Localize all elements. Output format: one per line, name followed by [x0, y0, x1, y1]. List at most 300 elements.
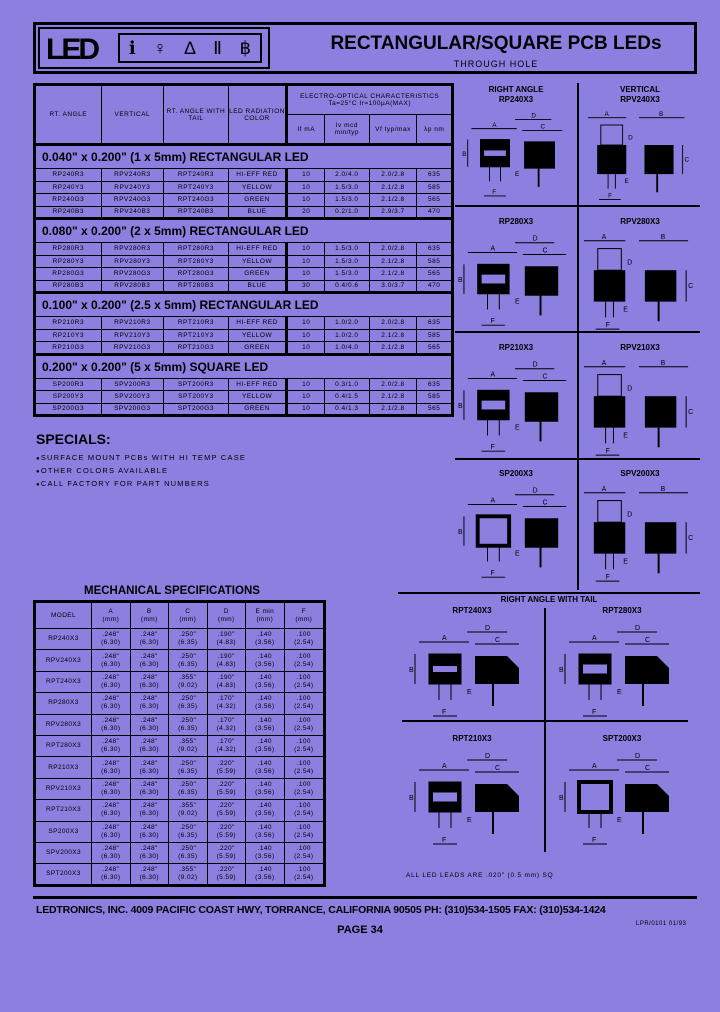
col-header — [246, 602, 285, 629]
drawing-rp280x3 — [455, 211, 577, 335]
cell-color: HI-EFF RED — [228, 243, 287, 256]
cell-dimension — [207, 693, 246, 714]
dim-mm: (6.30) — [139, 746, 159, 754]
dim-mm: (2.54) — [294, 639, 314, 647]
cell-tail-part: RPT240Y3 — [164, 181, 229, 194]
dim-inch: .100 — [296, 695, 311, 703]
dim-mm: (3.56) — [255, 639, 275, 647]
dimension-label: A — [601, 233, 607, 241]
led-body-side — [645, 270, 676, 301]
cell-dimension — [92, 650, 131, 671]
led-body-front — [478, 516, 509, 545]
cell-dimension — [284, 671, 324, 692]
dim-mm: (2.54) — [294, 873, 314, 881]
document-code: LPR/0101 01/93 — [636, 921, 687, 927]
dim-mm: (3.56) — [255, 853, 275, 861]
cell-dimension — [92, 842, 131, 863]
dimension-label: C — [645, 637, 651, 644]
dim-mm: (6.35) — [178, 853, 198, 861]
dim-inch: .100 — [296, 652, 311, 660]
package-drawing — [455, 105, 575, 205]
cell-model: RP210X3 — [35, 757, 92, 778]
header-row — [35, 602, 325, 629]
dim-inch: .248" — [140, 631, 158, 639]
cell-dimension — [246, 778, 285, 799]
cell-dimension — [169, 800, 208, 821]
led-body-side — [525, 392, 558, 421]
mechanical-specs-title: MECHANICAL SPECIFICATIONS — [84, 585, 260, 597]
cell-dimension — [169, 757, 208, 778]
cell-if: 10 — [287, 181, 325, 194]
led-window — [482, 275, 506, 284]
cell-tail-part: RPT280B3 — [164, 280, 229, 293]
dimension-label: A — [592, 635, 597, 642]
specials-item: ● OTHER COLORS AVAILABLE — [36, 466, 168, 475]
table-row — [35, 864, 325, 885]
package-drawing — [402, 744, 532, 854]
cell-if: 10 — [287, 403, 325, 416]
dim-inch: .140 — [257, 780, 272, 788]
led-lamp-icon: ℹ — [128, 37, 136, 58]
dim-mm: (3.56) — [255, 873, 275, 881]
table-row — [35, 317, 453, 330]
dim-inch: .100 — [296, 631, 311, 639]
cell-dimension — [130, 671, 169, 692]
dim-inch: .220" — [217, 845, 235, 853]
mechanical-specs-table — [33, 600, 326, 887]
dimension-label: A — [492, 121, 497, 129]
led-window — [583, 665, 607, 674]
cell-dimension — [207, 629, 246, 650]
cell-lambda: 635 — [417, 243, 453, 256]
dim-inch: .248" — [102, 780, 120, 788]
dim-mm: (6.30) — [139, 703, 159, 711]
dimension-label: D — [635, 625, 641, 632]
cell-rt-angle-part: SP200R3 — [35, 378, 102, 391]
table-row — [35, 778, 325, 799]
col-header-label: C — [185, 607, 191, 615]
dim-mm: (9.02) — [178, 810, 198, 818]
cell-iv: 0.4/0.6 — [324, 280, 369, 293]
package-drawing — [455, 353, 575, 461]
cell-lambda: 635 — [417, 378, 453, 391]
dim-inch: .100 — [296, 845, 311, 853]
package-drawing — [579, 353, 699, 461]
cell-dimension — [207, 778, 246, 799]
cell-dimension — [130, 800, 169, 821]
cell-rt-angle-part: RP240Y3 — [35, 181, 102, 194]
cell-rt-angle-part: SP200Y3 — [35, 391, 102, 404]
cell-if: 10 — [287, 329, 325, 342]
dimension-label: D — [531, 112, 536, 120]
package-drawing — [579, 479, 699, 587]
dimension-label: B — [559, 795, 564, 802]
drawing-model: RPT280X3 — [602, 606, 642, 615]
dim-inch: .100 — [296, 716, 311, 724]
dim-mm: (6.30) — [139, 788, 159, 796]
cell-if: 10 — [287, 342, 325, 355]
dim-inch: .100 — [296, 759, 311, 767]
dim-mm: (9.02) — [178, 681, 198, 689]
table-row — [35, 206, 453, 219]
section-title: 0.200" x 0.200" (5 x 5mm) SQUARE LED — [35, 354, 453, 378]
dim-mm: (6.30) — [101, 831, 121, 839]
drawing-rpv280x3 — [579, 211, 701, 335]
cell-dimension — [284, 800, 324, 821]
table-row — [35, 821, 325, 842]
dimension-label: B — [462, 150, 467, 158]
cell-model: RPT210X3 — [35, 800, 92, 821]
cell-dimension — [169, 714, 208, 735]
col-header-label: D — [223, 607, 229, 615]
dim-mm: (6.30) — [101, 767, 121, 775]
dimension-label: A — [604, 110, 609, 118]
dim-inch: .248" — [140, 738, 158, 746]
dim-inch: .248" — [102, 802, 120, 810]
dim-inch: .100 — [296, 823, 311, 831]
cell-dimension — [92, 629, 131, 650]
dim-mm: (6.30) — [139, 873, 159, 881]
col-header-lambda: λp nm — [417, 115, 453, 145]
dim-inch: .248" — [140, 759, 158, 767]
cell-dimension — [284, 650, 324, 671]
dimension-label: A — [490, 371, 496, 379]
cell-vf: 2.1/2.8 — [369, 329, 417, 342]
led-body-side — [644, 145, 673, 174]
table-row — [35, 280, 453, 293]
col-header-label: A — [108, 607, 114, 615]
dim-inch: .355" — [179, 865, 197, 873]
dimension-label: D — [635, 753, 641, 760]
dim-mm: (6.35) — [178, 767, 198, 775]
dim-mm: (6.35) — [178, 703, 198, 711]
dimension-label: F — [442, 709, 447, 716]
drawing-spt200x3 — [552, 734, 692, 854]
cell-dimension — [169, 671, 208, 692]
cell-color: YELLOW — [228, 255, 287, 268]
col-header-unit: (mm) — [256, 615, 274, 623]
cell-tail-part: SPT200G3 — [164, 403, 229, 416]
col-header-color: LED RADIATION COLOR — [228, 85, 287, 145]
section-header-row — [35, 293, 453, 317]
cell-if: 20 — [287, 206, 325, 219]
dim-inch: .250" — [179, 695, 197, 703]
cell-vertical-part: RPV240B3 — [101, 206, 164, 219]
led-body-side — [625, 784, 669, 812]
cell-dimension — [130, 864, 169, 885]
cell-rt-angle-part: RP240R3 — [35, 169, 102, 182]
divider — [398, 592, 700, 594]
dim-mm: (5.59) — [216, 831, 236, 839]
dimension-label: C — [645, 765, 651, 772]
dimension-label: C — [542, 499, 548, 507]
dim-inch: .248" — [140, 695, 158, 703]
dim-inch: .248" — [102, 631, 120, 639]
cell-dimension — [246, 842, 285, 863]
package-drawing — [402, 616, 532, 726]
cell-lambda: 470 — [417, 280, 453, 293]
dimension-label: A — [601, 359, 607, 367]
package-drawing — [579, 227, 699, 335]
dim-inch: .220" — [217, 823, 235, 831]
dim-mm: (6.30) — [101, 639, 121, 647]
dim-mm: (3.56) — [255, 810, 275, 818]
col-header — [169, 602, 208, 629]
dimension-label: C — [542, 373, 548, 381]
dim-mm: (4.83) — [216, 639, 236, 647]
cell-if: 10 — [287, 255, 325, 268]
dim-inch: .355" — [179, 738, 197, 746]
dim-inch: .248" — [140, 652, 158, 660]
table-row — [35, 268, 453, 281]
cell-vertical-part: RPV240R3 — [101, 169, 164, 182]
table-row — [35, 714, 325, 735]
dim-mm: (6.30) — [139, 681, 159, 689]
dimension-label: F — [605, 574, 610, 582]
dim-inch: .140 — [257, 802, 272, 810]
dim-inch: .190" — [217, 652, 235, 660]
table-row — [35, 650, 325, 671]
cell-lambda: 635 — [417, 317, 453, 330]
dim-mm: (5.59) — [216, 873, 236, 881]
dimension-label: B — [660, 233, 666, 241]
dim-inch: .248" — [140, 802, 158, 810]
cell-dimension — [284, 714, 324, 735]
table-row — [35, 735, 325, 756]
dim-inch: .140 — [257, 759, 272, 767]
cell-dimension — [169, 778, 208, 799]
dim-inch: .248" — [140, 673, 158, 681]
cell-tail-part: RPT240G3 — [164, 194, 229, 207]
dim-mm: (3.56) — [255, 746, 275, 754]
cell-vf: 2.1/2.8 — [369, 268, 417, 281]
cell-dimension — [246, 864, 285, 885]
cell-rt-angle-part: RP280R3 — [35, 243, 102, 256]
dim-inch: .250" — [179, 631, 197, 639]
dim-inch: .140 — [257, 652, 272, 660]
cell-color: GREEN — [228, 403, 287, 416]
cell-rt-angle-part: SP200G3 — [35, 403, 102, 416]
dim-inch: .220" — [217, 802, 235, 810]
dimension-label: F — [592, 837, 597, 844]
dimension-label: F — [490, 318, 495, 326]
eo-header — [287, 85, 453, 115]
cell-dimension — [284, 629, 324, 650]
led-lamp-icon: ♀ — [153, 37, 167, 58]
dimension-label: A — [490, 245, 496, 253]
col-header-vertical: VERTICAL — [101, 85, 164, 145]
dimension-label: E — [624, 178, 629, 186]
footer-rule — [33, 896, 697, 899]
cell-dimension — [207, 757, 246, 778]
dim-mm: (3.56) — [255, 767, 275, 775]
cell-vertical-part: RPV210R3 — [101, 317, 164, 330]
cell-dimension — [246, 671, 285, 692]
dim-mm: (3.56) — [255, 831, 275, 839]
cell-vf: 3.0/3.7 — [369, 280, 417, 293]
dimension-label: D — [485, 625, 491, 632]
led-outline — [598, 501, 622, 523]
cell-dimension — [207, 650, 246, 671]
cell-dimension — [246, 693, 285, 714]
dimension-label: C — [495, 637, 501, 644]
dim-inch: .250" — [179, 652, 197, 660]
cell-lambda: 585 — [417, 329, 453, 342]
dim-mm: (3.56) — [255, 703, 275, 711]
cell-dimension — [284, 757, 324, 778]
cell-dimension — [284, 778, 324, 799]
company-address: LEDTRONICS, INC. 4009 PACIFIC COAST HWY, TORRANCE, CALIFORNIA 90505 PH: (310)534-1505 FAX: (310)534-1424 — [36, 904, 606, 916]
dim-inch: .100 — [296, 673, 311, 681]
dimension-label: A — [592, 763, 597, 770]
dimension-label: D — [532, 487, 538, 495]
cell-iv: 2.0/4.0 — [324, 169, 369, 182]
table-row — [35, 842, 325, 863]
dimension-label: E — [467, 817, 472, 824]
cell-dimension — [169, 821, 208, 842]
cell-dimension — [130, 650, 169, 671]
cell-dimension — [92, 778, 131, 799]
dim-inch: .248" — [102, 759, 120, 767]
dim-mm: (3.56) — [255, 724, 275, 732]
dim-mm: (6.30) — [101, 681, 121, 689]
cell-color: HI-EFF RED — [228, 169, 287, 182]
dimension-label: D — [532, 235, 538, 243]
dimension-label: C — [684, 156, 690, 164]
cell-dimension — [207, 800, 246, 821]
dim-inch: .248" — [102, 865, 120, 873]
cell-model: RPV280X3 — [35, 714, 92, 735]
package-drawing — [552, 744, 682, 854]
cell-lambda: 565 — [417, 268, 453, 281]
dimension-label: E — [515, 298, 520, 306]
dim-mm: (5.59) — [216, 767, 236, 775]
drawing-rpt210x3 — [402, 734, 542, 854]
cell-tail-part: RPT210R3 — [164, 317, 229, 330]
dimension-label: B — [409, 795, 414, 802]
drawing-model: SPT200X3 — [602, 734, 642, 743]
dimension-label: C — [495, 765, 501, 772]
dimension-label: E — [617, 689, 622, 696]
dim-inch: .140 — [257, 823, 272, 831]
col-header-rt-angle: RT. ANGLE — [35, 85, 102, 145]
dimension-label: B — [660, 359, 666, 367]
dim-inch: .100 — [296, 780, 311, 788]
led-outline — [598, 249, 622, 271]
led-body-side — [475, 656, 519, 684]
dimension-label: B — [458, 528, 463, 536]
dim-inch: .355" — [179, 673, 197, 681]
led-body-side — [625, 656, 669, 684]
cell-rt-angle-part: RP240G3 — [35, 194, 102, 207]
dim-inch: .190" — [217, 673, 235, 681]
cell-tail-part: RPT280Y3 — [164, 255, 229, 268]
cell-dimension — [92, 757, 131, 778]
cell-dimension — [130, 714, 169, 735]
dim-mm: (2.54) — [294, 681, 314, 689]
led-lamp-icons — [118, 33, 262, 63]
col-header-label: MODEL — [50, 611, 77, 619]
drawing-model: RPT210X3 — [452, 734, 492, 743]
led-window — [484, 150, 506, 155]
table-row — [35, 194, 453, 207]
cell-color: YELLOW — [228, 329, 287, 342]
cell-iv: 1.0/2.0 — [324, 317, 369, 330]
section-header-row — [35, 219, 453, 243]
cell-dimension — [92, 714, 131, 735]
cell-dimension — [207, 714, 246, 735]
cell-dimension — [207, 821, 246, 842]
cell-tail-part: RPT240B3 — [164, 206, 229, 219]
dim-inch: .140 — [257, 673, 272, 681]
dim-mm: (5.59) — [216, 853, 236, 861]
cell-dimension — [246, 629, 285, 650]
dimension-label: F — [605, 448, 610, 456]
dim-inch: .100 — [296, 802, 311, 810]
dim-mm: (6.30) — [101, 724, 121, 732]
col-header-unit: (mm) — [295, 615, 313, 623]
cell-if: 10 — [287, 194, 325, 207]
col-header — [207, 602, 246, 629]
section-title: 0.040" x 0.200" (1 x 5mm) RECTANGULAR LED — [35, 145, 453, 169]
cell-rt-angle-part: RP210G3 — [35, 342, 102, 355]
cell-if: 10 — [287, 169, 325, 182]
cell-dimension — [130, 778, 169, 799]
cell-dimension — [284, 693, 324, 714]
cell-dimension — [169, 693, 208, 714]
cell-lambda: 565 — [417, 342, 453, 355]
led-body-front — [594, 522, 625, 553]
dim-mm: (9.02) — [178, 873, 198, 881]
cell-vf: 2.1/2.8 — [369, 194, 417, 207]
dim-inch: .250" — [179, 823, 197, 831]
dim-mm: (2.54) — [294, 831, 314, 839]
dimension-label: B — [660, 485, 666, 493]
dim-mm: (6.30) — [101, 788, 121, 796]
cell-dimension — [284, 864, 324, 885]
dim-mm: (2.54) — [294, 788, 314, 796]
dim-mm: (2.54) — [294, 853, 314, 861]
cell-iv: 1.5/3.0 — [324, 268, 369, 281]
cell-color: HI-EFF RED — [228, 378, 287, 391]
cell-vf: 2.0/2.8 — [369, 317, 417, 330]
cell-dimension — [92, 693, 131, 714]
cell-lambda: 585 — [417, 255, 453, 268]
dim-mm: (6.30) — [101, 853, 121, 861]
col-header-if: If mA — [287, 115, 325, 145]
dimension-label: A — [442, 635, 447, 642]
cell-color: GREEN — [228, 268, 287, 281]
dim-inch: .248" — [140, 780, 158, 788]
drawing-model: RPV280X3 — [620, 217, 660, 226]
cell-vf: 2.0/2.8 — [369, 243, 417, 256]
cell-dimension — [246, 757, 285, 778]
cell-model: RPV210X3 — [35, 778, 92, 799]
cell-lambda: 565 — [417, 194, 453, 207]
cell-tail-part: RPT280G3 — [164, 268, 229, 281]
cell-dimension — [130, 821, 169, 842]
package-drawings — [455, 83, 700, 590]
cell-color: YELLOW — [228, 391, 287, 404]
cell-lambda: 585 — [417, 391, 453, 404]
dim-mm: (3.56) — [255, 681, 275, 689]
cell-tail-part: RPT240R3 — [164, 169, 229, 182]
dimension-label: A — [442, 763, 447, 770]
cell-lambda: 585 — [417, 181, 453, 194]
table-row — [35, 329, 453, 342]
dim-inch: .140 — [257, 865, 272, 873]
dim-inch: .190" — [217, 631, 235, 639]
